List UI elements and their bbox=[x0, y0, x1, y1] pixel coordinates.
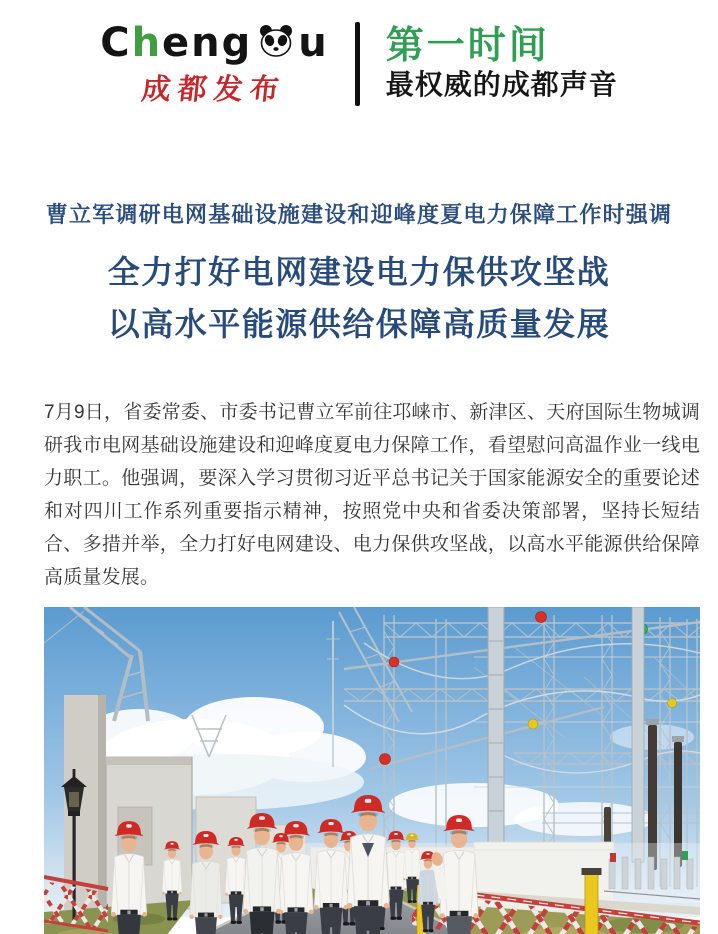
article-paragraph: 7月9日，省委常委、市委书记曹立军前往邛崃市、新津区、天府国际生物城调研我市电网基础设施建设和迎峰度夏电力保障工作，看望慰问高温作业一线电力职工。他强调，要深入学习贯彻习近平总书记关于国家能源安全的重要论述和对四川工作系列重要指示精神，按照党中央和省委决策部署，坚持长短结合、多措并举，全力打好电网建设、电力保供攻坚战，以高水平能源供给保障高质量发展。 bbox=[44, 402, 700, 588]
article-kicker: 曹立军调研电网基础设施建设和迎峰度夏电力保障工作时强调 bbox=[45, 202, 673, 227]
masthead bbox=[0, 0, 718, 112]
chengdu-fabu-logo bbox=[100, 21, 329, 108]
logo-letter: C bbox=[100, 19, 132, 66]
logo-letter-u: u bbox=[298, 19, 329, 66]
headline-block bbox=[0, 200, 718, 350]
logo-letter-green: h bbox=[131, 19, 163, 66]
article-photo[interactable] bbox=[44, 607, 700, 934]
slogan-line2: 最权威的成都声音 bbox=[385, 70, 618, 101]
panda-icon bbox=[257, 24, 295, 58]
logo-chinese-calligraphy: 成都发布 bbox=[140, 73, 288, 106]
logo-letters: eng bbox=[162, 19, 253, 66]
slogan-line1: 第一时间 bbox=[385, 25, 550, 67]
header-divider bbox=[355, 22, 360, 106]
title-line2: 以高水平能源供给保障高质量发展 bbox=[107, 306, 611, 342]
substation-photo-scene bbox=[44, 607, 700, 934]
logo-wordmark bbox=[100, 21, 329, 65]
header-slogan bbox=[386, 24, 618, 104]
article-title bbox=[0, 246, 718, 350]
title-line1: 全力打好电网建设电力保供攻坚战 bbox=[107, 254, 611, 290]
